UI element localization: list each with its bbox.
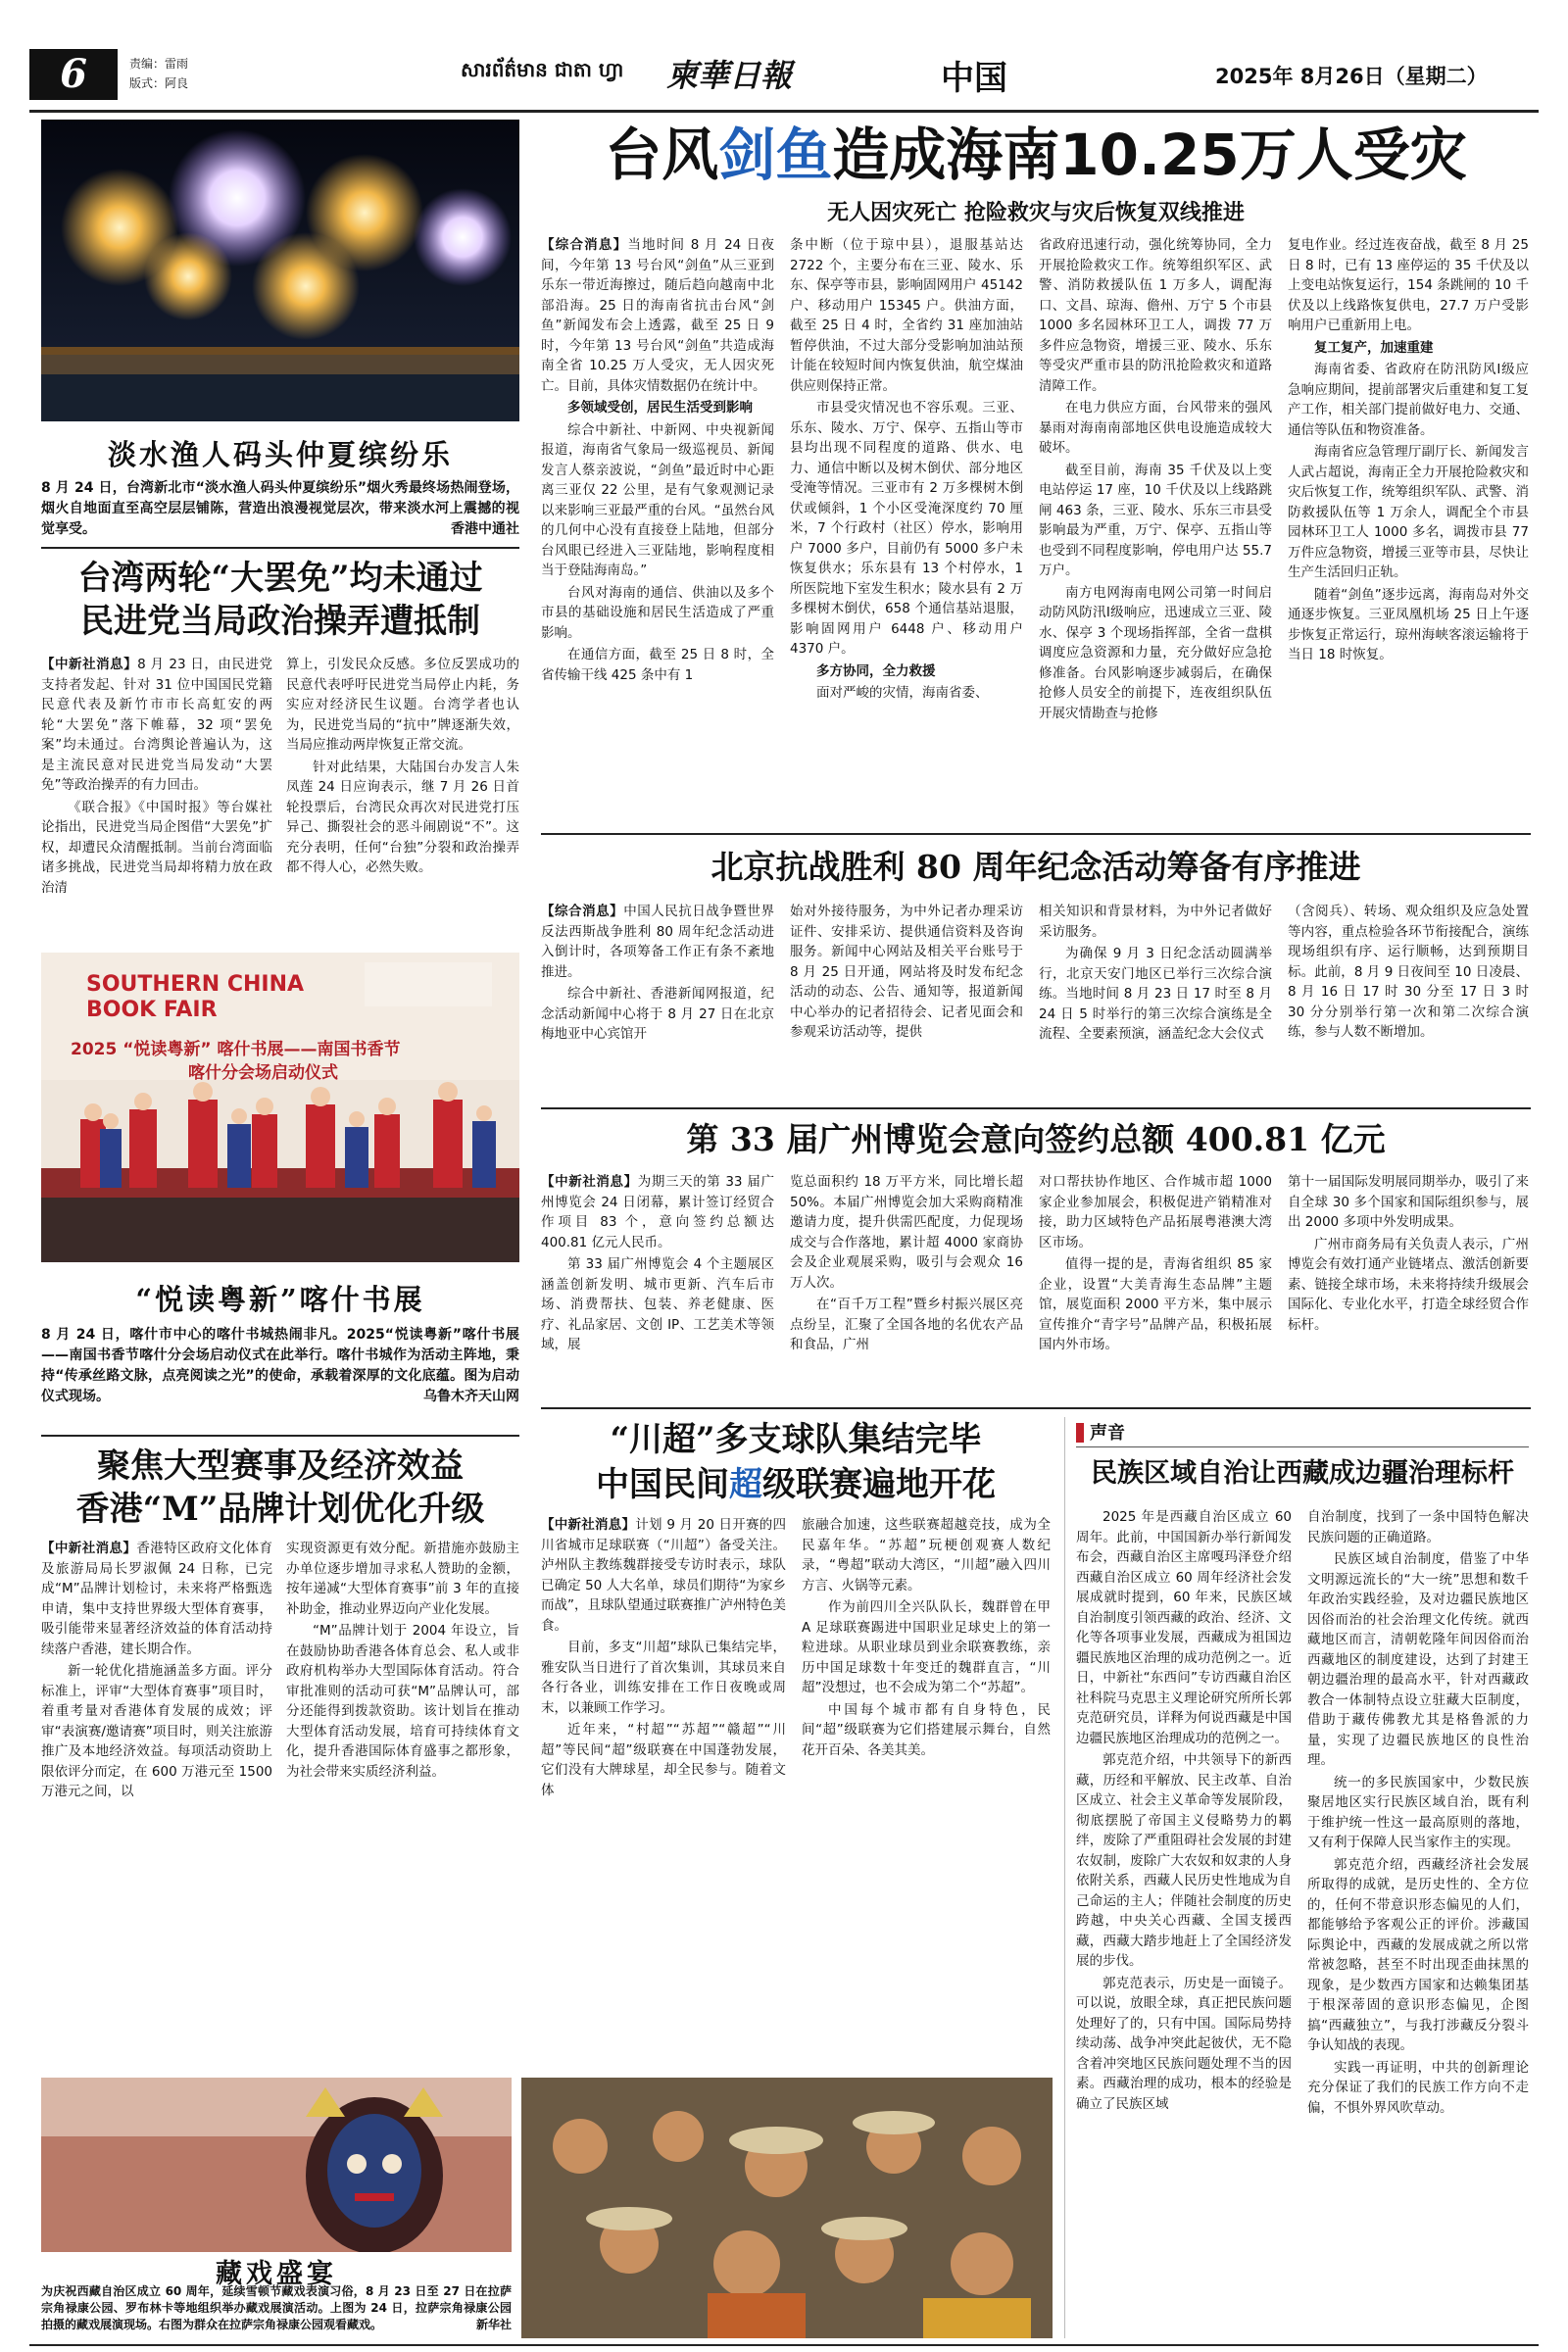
chuanchao-headline [541,1417,1051,1507]
typhoon-c3-p2: 在电力供应方面，台风带来的强风暴雨对海南南部地区供电设施造成较大破坏。 [1039,400,1272,456]
taiwan-c1-p1: 8 月 23 日，由民进党支持者发起、针对 31 位中国国民党籍民意代表及新竹市市长高虹安的两轮“大罢免”落下帷幕，32 项“罢免案”均未通过。台湾舆论普遍认为，这是主流民意对民进党当局发动“大罢免”等政治操弄的有力回击。 [41,657,272,793]
masthead-rule [29,110,1539,113]
typhoon-c1-p4: 在通信方面，截至 25 日 8 时，全省传输干线 425 条中有 1 [541,647,774,683]
typhoon-c2-p3: 面对严峻的灾情，海南省委、 [816,685,989,701]
typhoon-c2-subhead: 多方协同，全力救援 [816,662,936,679]
guangzhou-col-4 [1288,1172,1529,1397]
taiwan-c2-p1: 算上，引发民众反感。多位反罢成功的民意代表呼吁民进党当局停止内耗，务实应对经济民生议题。台湾学者也认为，民进党当局的“抗中”牌逐渐失效，当局应推动两岸恢复正常交流。 [286,657,519,753]
bookfair-photo [41,953,519,1262]
guangzhou-c1-p1: 为期三天的第 33 届广州博览会 24 日闭幕，累计签订经贸合作项目 83 个，意向签约总额达 400.81 亿元人民币。 [541,1174,774,1250]
page-number: 6 [60,51,87,97]
hongkong-headline [41,1445,519,1531]
opinion-c1-p1: 2025 年是西藏自治区成立 60 周年。此前，中国国新办举行新闻发布会，西藏自治区主席嘎玛泽登介绍西藏自治区成立 60 周年经济社会发展成就时提到，60 年来，民族区域自治制度引领西藏的政治、经济、文化等各项事业发展，西藏成为祖国边疆民族地区治理的成功范例之一。近日，中新社“东西问”专访西藏自治区社科院马克思主义理论研究所所长郭克范研究员，详释为何说西藏是中国边疆民族地区治理成功的范例之一。 [1076,1509,1292,1746]
typhoon-c4-p4: 随着“剑鱼”逐步远离，海南岛对外交通逐步恢复。三亚凤凰机场 25 日上午逐步恢复正常运行，琼州海峡客滚运输将于当日 18 时恢复。 [1288,586,1529,662]
taiwan-c1-p2: 《联合报》《中国时报》等台媒社论指出，民进党当局企图借“大罢免”扩权，却遭民众清醒抵制。当前台湾面临诸多挑战，民进党当局却将精力放在政治清 [41,799,272,896]
fireworks-credit: 香港中通社 [451,521,519,537]
masthead [29,49,1539,108]
typhoon-c2-p2: 市县受灾情况也不容乐观。三亚、乐东、陵水、万宁、保亭、五指山等市县均出现不同程度的道路、供水、电力、通信中断以及树木倒伏、部分地区受淹等情况。三亚市有 2 万多棵树木倒伏或倾斜，1 个小区受淹深度约 70 厘米，7 个行政村（社区）停水，影响用户 7000 多户，目前仍有 5000 多户未恢复供水；乐东县有 13 个村停水，1 所医院地下室发生积水；陵水县有 2 万多棵树木倒伏，658 个通信基站退服，影响固网用户 6448 户、移动用户 4370 户。 [790,400,1023,657]
typhoon-subheadline: 无人因灾死亡 抢险救灾与灾后恢复双线推进 [827,201,1245,225]
opinion-col-1 [1076,1507,1292,2340]
typhoon-col-2 [790,235,1023,818]
beijing-c3-p1: 相关知识和背景材料，为中外记者做好采访服务。 [1039,904,1272,940]
guangzhou-col-3 [1039,1172,1272,1397]
layout-label: 版式：阿良 [129,76,189,90]
typhoon-c1-subhead: 多领域受创，居民生活受到影响 [567,400,753,416]
divider-guangzhou [541,1407,1531,1409]
bookfair-title: “悦读粤新”喀什书展 [135,1283,425,1316]
typhoon-headline [541,118,1531,192]
guangzhou-headline: 第 33 届广州博览会意向签约总额 400.81 亿元 [686,1120,1386,1158]
editor-label: 责编：雷雨 [129,57,189,71]
hongkong-c2-p2: “M”品牌计划于 2004 年设立，旨在鼓励协助香港各体育总会、私人或非政府机构举办大型国际体育活动。符合审批准则的活动可获“M”品牌认可，部分还能得到拨款资助。该计划旨在推动大型体育活动发展，培育可持续体育文化，提升香港国际体育盛事之都形象，为社会带来实质经济利益。 [286,1623,519,1780]
hongkong-c1-p2: 新一轮优化措施涵盖多方面。评分标准上，评审“大型体育赛事”项目时，着重考量对香港体育发展的成效；评审“表演赛/邀请赛”项目时，则关注旅游推广及本地经济效益。每项活动资助上限依评分而定，在 600 万港元至 1500 万港元之间，以 [41,1663,272,1799]
typhoon-c4-p2: 海南省委、省政府在防汛防风Ⅰ级应急响应期间，提前部署灾后重建和复工复产工作，相关部门提前做好电力、交通、通信等队伍和物资准备。 [1288,362,1529,438]
opinion-c2-p4: 郭克范介绍，西藏经济社会发展所取得的成就，是历史性的、全方位的，任何不带意识形态偏见的人们，都能够给予客观公正的评价。涉藏国际舆论中，西藏的发展成就之所以常常被忽略，甚至不时出现歪曲抹黑的现象，是少数西方国家和达赖集团基于根深蒂固的意识形态偏见，企图搞“西藏独立”，与我打涉藏反分裂斗争认知战的表现。 [1307,1856,1529,2053]
opinion-vertical-rule [1064,1417,1065,2338]
guangzhou-c3-p2: 值得一提的是，青海省组织 85 家企业，设置“大美青海生态品牌”主题馆，展览面积 2000 平方米，集中展示宣传推介“青字号”品牌产品，积极拓展国内外市场。 [1039,1256,1272,1352]
taiwan-c2-p2: 针对此结果，大陆国台办发言人朱凤莲 24 日应询表示，继 7 月 26 日首轮投票后，台湾民众再次对民进党打压异己、撕裂社会的恶斗闹剧说“不”。这充分表明，任何“台独”分裂和政治操弄都不得人心，必然失败。 [286,759,519,875]
fireworks-title: 淡水渔人码头仲夏缤纷乐 [107,438,453,471]
opinion-column-label: 声音 [1090,1423,1125,1444]
guangzhou-c1-p2: 第 33 届广州博览会 4 个主题展区涵盖创新发明、城市更新、汽车后市场、消费帮扶、包装、养老健康、医疗、礼品家居、文创 IP、工艺美术等领域，展 [541,1256,774,1352]
opera-caption [41,2283,512,2333]
hongkong-c1-p1: 香港特区政府文化体育及旅游局局长罗淑佩 24 日称，已完成“M”品牌计划检讨，未来将严格甄选申请，集中支持世界级大型体育赛事，吸引能带来显著经济效益的体育活动持续落户香港，建长期合作。 [41,1541,272,1657]
typhoon-headline-a: 台风 [605,122,719,188]
taiwan-col-2 [286,655,519,927]
chuanchao-col-1 [541,1515,786,2064]
bookfair-caption [41,1325,519,1407]
opinion-c2-p1: 自治制度，找到了一条中国特色解决民族问题的正确道路。 [1307,1509,1529,1545]
chuanchao-c1-p3: 近年来，“村超”“苏超”“赣超”“川超”等民间“超”级联赛在中国蓬勃发展，它们没有大牌球星，却全民参与。随着文体 [541,1722,786,1798]
chuanchao-headline-line2: 中国民间超级联赛遍地开花 [596,1465,996,1504]
typhoon-c1-p2: 综合中新社、中新网、中央视新闻报道，海南省气象局一级巡视员、新闻发言人蔡亲波说，“剑鱼”最近时中心距离三亚仅 22 公里，是有气象观测记录以来影响三亚最严重的台风。“虽然台风的几何中心没有直接登上陆地，但部分台风眼已经进入三亚陆地，影响程度相当于登陆海南岛。” [541,421,774,578]
opinion-label-rule [1076,1446,1529,1447]
beijing-col-2 [790,902,1023,1098]
guangzhou-c2-p1: 览总面积约 18 万平方米，同比增长超 50%。本届广州博览会加大采购商精准邀请力度，提升供需匹配度，力促现场成交与合作落地，累计超 4000 家商协会及企业观展采购，吸引与会观众 16 万人次。 [790,1174,1023,1291]
typhoon-c1-p1: 当地时间 8 月 24 日夜间，今年第 13 号台风“剑鱼”从三亚到乐东一带近海擦过，随后趋向越南中北部沿海。25 日的海南省抗击台风“剑鱼”新闻发布会上透露，截至 25 日 9 时，今年第 13 号台风“剑鱼”共造成海南全省 10.25 万人受灾，无人因灾死亡。目前，具体灾情数据仍在统计中。 [541,237,774,394]
bookfair-banner-cn-1: 2025 “悦读粤新” 喀什书展——南国书香节 [71,1040,401,1059]
typhoon-c1-p3: 台风对海南的通信、供油以及多个市县的基础设施和居民生活造成了严重影响。 [541,584,774,641]
typhoon-col-4 [1288,235,1529,818]
opinion-label-marker [1076,1423,1084,1443]
taiwan-headline-line1: 台湾两轮“大罢免”均未通过 [77,559,483,598]
fireworks-caption [41,478,519,540]
typhoon-headline-storm-name: 剑鱼 [718,122,833,188]
opera-audience-photo [521,2078,1053,2338]
bookfair-caption-text: 8 月 24 日，喀什市中心的喀什书城热闹非凡。2025“悦读粤新”喀什书展——南国书香节喀什分会场启动仪式在此举行。喀什书城作为活动主阵地，秉持“传承丝路文脉，点亮阅读之光”的使命，承载着深厚的文化底蕴。图为启动仪式现场。 [41,1327,519,1404]
taiwan-headline-line2: 民进党当局政治操弄遭抵制 [80,602,480,641]
bookfair-credit: 乌鲁木齐天山网 [423,1389,519,1404]
hongkong-headline-line2: 香港“M”品牌计划优化升级 [75,1490,485,1529]
beijing-headline: 北京抗战胜利 80 周年纪念活动筹备有序推进 [710,848,1361,886]
beijing-tag: 【综合消息】 [541,904,624,919]
paper-name-chinese: 柬華日報 [666,57,793,94]
taiwan-col-1 [41,655,272,927]
typhoon-c3-p3: 截至目前，海南 35 千伏及以上变电站停运 17 座，10 千伏及以上线路跳闸 463 条，三亚、陵水、乐东三市县受影响最为严重，万宁、保亭、五指山等也受到不同程度影响，停电用户达 55.7 万户。 [1039,462,1272,578]
opera-performer-photo [41,2078,512,2252]
taiwan-tag: 【中新社消息】 [41,657,138,672]
fireworks-photo [41,120,519,421]
beijing-col-1 [541,902,774,1098]
guangzhou-tag: 【中新社消息】 [541,1174,638,1190]
chuanchao-col-2 [802,1515,1051,2064]
typhoon-tag: 【综合消息】 [541,237,628,253]
typhoon-c3-p1: 省政府迅速行动，强化统筹协同，全力开展抢险救灾工作。统筹组织军区、武警、消防救援队伍 1 万多人，调配海口、文昌、琼海、儋州、万宁 5 个市县 1000 多名园林环卫工人，调拨 77 万多件应急物资，增援三亚、陵水、乐东等受灾严重市县的防汛抢险救灾和道路清障工作。 [1039,237,1272,394]
beijing-c1-p1: 中国人民抗日战争暨世界反法西斯战争胜利 80 周年纪念活动进入倒计时，各项筹备工作正有条不紊地推进。 [541,904,774,980]
typhoon-c4-p1: 复电作业。经过连夜奋战，截至 8 月 25 日 8 时，已有 13 座停运的 35 千伏及以上变电站恢复运行，154 条跳闸的 10 千伏及以上线路恢复供电，27.7 万户受影响用户已重新用上电。 [1288,237,1529,333]
opinion-c1-p2: 郭克范介绍，中共领导下的新西藏，历经和平解放、民主改革、自治区成立、社会主义革命等发展阶段，彻底摆脱了帝国主义侵略势力的羁绊，废除了严重阻碍社会发展的封建农奴制，废除广大农奴和奴隶的人身依附关系，西藏人民历史性地成为自己命运的主人；伴随社会制度的历史跨越，中央关心西藏、全国支援西藏，西藏大踏步地赶上了全国经济发展的步伐。 [1076,1752,1292,1969]
bottom-rule [29,2344,1539,2346]
divider-left-2 [41,1435,519,1437]
beijing-c2-p1: 始对外接待服务，为中外记者办理采访证件、安排采访、提供通信资料及咨询服务。新闻中心网站及相关平台账号于 8 月 25 日开通，网站将及时发布纪念活动的动态、公告、通知等，报道新闻中心举办的记者招待会、记者见面会和参观采访活动等，提供 [790,904,1023,1040]
chuanchao-headline-line1: “川超”多支球队集结完毕 [610,1420,982,1459]
hongkong-headline-line1: 聚焦大型赛事及经济效益 [97,1446,464,1486]
divider-typhoon [541,833,1531,835]
opinion-c1-p3: 郭克范表示，历史是一面镜子。可以说，放眼全球，真正把民族问题处理好了的，只有中国。国际局势持续动荡、战争冲突此起彼伏，无不隐含着冲突地区民族问题处理不当的因素。西藏治理的成功，根本的经验是确立了民族区域 [1076,1975,1292,2112]
guangzhou-c4-p1: 第十一届国际发明展同期举办，吸引了来自全球 30 多个国家和国际组织参与，展出 2000 多项中外发明成果。 [1288,1174,1529,1230]
bookfair-banner-cn-2: 喀什分会场启动仪式 [188,1063,338,1083]
guangzhou-c2-p2: 在“百千万工程”暨乡村振兴展区亮点纷呈，汇聚了全国各地的名优农产品和食品，广州 [790,1297,1023,1352]
guangzhou-c3-p1: 对口帮扶协作地区、合作城市超 1000 家企业参加展会，积极促进产销精准对接，助力区域特色产品拓展粤港澳大湾区市场。 [1039,1174,1272,1250]
opinion-c2-p3: 统一的多民族国家中，少数民族聚居地区实行民族区域自治，既有利于维护统一性这一最高原则的落地，又有利于保障人民当家作主的实现。 [1307,1774,1529,1850]
typhoon-c4-subhead: 复工复产，加速重建 [1314,339,1434,356]
chuanchao-c1-p2: 目前，多支“川超”球队已集结完毕，雅安队当日进行了首次集训，其球员来自各行各业，训练安排在工作日夜晚或周末，以兼顾工作学习。 [541,1640,786,1716]
typhoon-col-1 [541,235,774,818]
typhoon-c3-p4: 南方电网海南电网公司第一时间启动防风防汛Ⅰ级响应，迅速成立三亚、陵水、保亭 3 个现场指挥部，全省一盘棋调度应急资源和力量，充分做好应急抢修准备。台风影响逐步减弱后，在确保抢修人员安全的前提下，连夜组织队伍开展灾情勘查与抢修 [1039,584,1272,721]
guangzhou-c4-p2: 广州市商务局有关负责人表示，广州博览会有效打通产业链堵点、激活创新要素、链接全球市场，未来将持续升级展会国际化、专业化水平，打造全球经贸合作标杆。 [1288,1236,1529,1333]
beijing-col-4 [1288,902,1529,1098]
hongkong-c2-p1: 实现资源更有效分配。新措施亦鼓励主办单位逐步增加寻求私人赞助的金额，按年递减“大型体育赛事”前 3 年的直接补助金，推动业界迈向产业化发展。 [286,1541,519,1617]
chuanchao-tag: 【中新社消息】 [541,1517,636,1533]
fireworks-caption-text: 8 月 24 日，台湾新北市“淡水渔人码头仲夏缤纷乐”烟火秀最终场热闹登场，烟火自地面直至高空层层铺陈，营造出浪漫视觉层次，带来淡水河上震撼的视觉享受。 [41,480,519,537]
divider-left-1 [41,547,519,549]
typhoon-headline-c: 造成海南10.25万人受灾 [832,122,1467,188]
paper-name-khmer: សារព័ត៌មាន ជាតា ហ្វា [461,58,624,81]
opinion-col-2 [1307,1507,1529,2340]
bookfair-banner-en-1: SOUTHERN CHINA [86,972,305,997]
chuanchao-c2-p3: 中国每个城市都有自身特色，民间“超”级联赛为它们搭建展示舞台，自然花开百朵、各美其美。 [802,1701,1051,1758]
hongkong-col-2 [286,1539,519,1862]
beijing-c1-p2: 综合中新社、香港新闻网报道，纪念活动新闻中心将于 8 月 27 日在北京梅地亚中心宾馆开 [541,986,774,1042]
opera-caption-text: 为庆祝西藏自治区成立 60 周年，延续雪顿节藏戏表演习俗，8 月 23 日至 27 日在拉萨宗角禄康公园、罗布林卡等地组织举办藏戏展演活动。上图为 24 日，拉萨宗角禄康公园拍摄的藏戏展演现场。右图为群众在拉萨宗角禄康公园观看藏戏。 [41,2284,512,2331]
hongkong-col-1 [41,1539,272,1862]
guangzhou-col-1 [541,1172,774,1397]
taiwan-headline [41,557,519,643]
hongkong-tag: 【中新社消息】 [41,1541,137,1556]
typhoon-c2-p1: 条中断（位于琼中县），退服基站达 2722 个，主要分布在三亚、陵水、乐东、保亭等市县，影响固网用户 45142 户、移动用户 15345 户。供油方面，截至 25 日 4 时，全省约 31 座加油站暂停供油，不过大部分受影响加油站预计能在较短时间内恢复供油，航空煤油供应则保持正常。 [790,237,1023,394]
divider-beijing [541,1107,1531,1109]
chuanchao-c1-p1: 计划 9 月 20 日开赛的四川省城市足球联赛（“川超”）备受关注。泸州队主教练魏群接受专访时表示，球队已确定 50 人大名单，球员们期待“为家乡而战”，且球队望通过联赛推广泸州特色美食。 [541,1517,786,1634]
chuanchao-c2-p2: 作为前四川全兴队队长，魏群曾在甲 A 足球联赛踢进中国职业足球史上的第一粒进球。从职业球员到业余联赛教练，亲历中国足球数十年变迁的魏群直言，“川超”没想过，也不会成为第二个“苏超”。 [802,1599,1051,1695]
chuanchao-c2-p1: 旅融合加速，这些联赛超越竞技，成为全民嘉年华。“苏超”玩梗创观赛人数纪录，“粤超”联动大湾区，“川超”融入四川方言、火锅等元素。 [802,1517,1051,1593]
chuanchao-headline-highlight: 超 [729,1465,762,1504]
opinion-c2-p2: 民族区域自治制度，借鉴了中华文明源远流长的“大一统”思想和数千年政治实践经验，及对边疆民族地区因俗而治的社会治理文化传统。就西藏地区而言，清朝乾隆年间因俗而治西藏地区的制度建设，达到了封建王朝边疆治理的最高水平，针对西藏政教合一体制特点设立驻藏大臣制度，借助于藏传佛教尤其是格鲁派的力量，实现了边疆民族地区的良性治理。 [1307,1551,1529,1768]
opera-title: 藏戏盛宴 [216,2259,337,2289]
bookfair-banner-en-2: BOOK FAIR [86,998,218,1022]
section-name: 中国 [941,59,1007,98]
typhoon-c4-p3: 海南省应急管理厅副厅长、新闻发言人武占超说，海南正全力开展抢险救灾和灾后恢复工作，统筹组织军队、武警、消防救援队伍等 1 万余人，调配全个市县园林环卫工人 1000 多名，调拨市县 77 万件应急物资，增援三亚等市县，尽快让生产生活回归正轨。 [1288,444,1529,580]
issue-date: 2025年 8月26日（星期二） [1215,65,1488,88]
guangzhou-col-2 [790,1172,1023,1397]
opera-credit: 新华社 [475,2318,512,2331]
typhoon-col-3 [1039,235,1272,818]
opinion-c2-p5: 实践一再证明，中共的创新理论充分保证了我们的民族工作方向不走偏，不惧外界风吹草动。 [1307,2059,1529,2116]
beijing-col-3 [1039,902,1272,1098]
beijing-c4-p1: （含阅兵）、转场、观众组织及应急处置等内容，重点检验各环节衔接配合，演练现场组织有序、运行顺畅，达到预期目标。此前，8 月 9 日夜间至 10 日凌晨、8 月 16 日 17 时 30 分至 17 日 3 时 30 分分别举行第一次和第二次综合演练，参与人数不断增加。 [1288,904,1529,1040]
beijing-c3-p2: 为确保 9 月 3 日纪念活动圆满举行，北京天安门地区已举行三次综合演练。当地时间 8 月 23 日 17 时至 8 月 24 日 5 时举行的第三次综合演练是全流程、全要素预演，涵盖纪念大会仪式 [1039,946,1272,1042]
opinion-headline: 民族区域自治让西藏成边疆治理标杆 [1091,1458,1514,1489]
